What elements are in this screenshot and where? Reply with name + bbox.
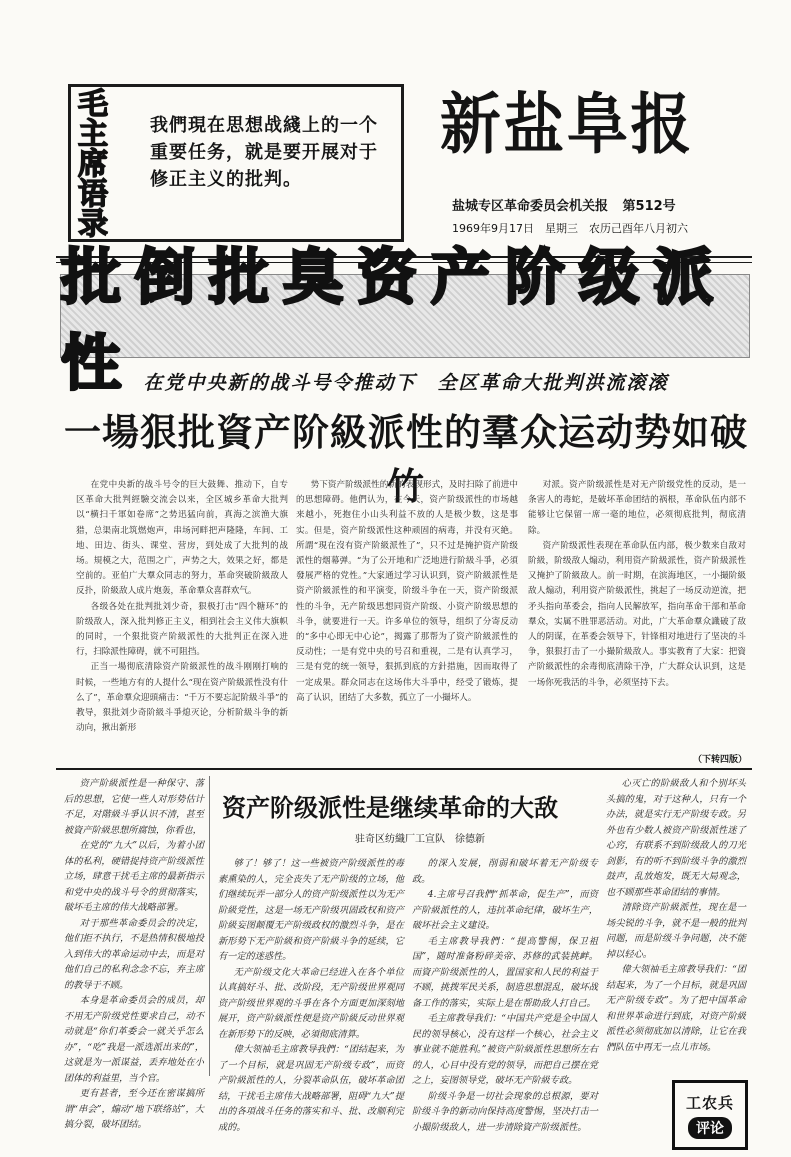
column-divider — [209, 776, 210, 1076]
paragraph: 对于那些革命委员会的决定，他们拒不执行，不是热情积极地投入到伟大的革命运动中去，而是对他们自己的私利念念不忘，弃主席的教导于不顾。 — [64, 917, 204, 991]
paragraph: 偉大领袖毛主席教导我们：“团结起来，为了一个目标，就是巩固无产阶级专政”。为了把中国革命和世界革命进行到底，对资产阶級派性必须彻底加以清除，让它在我們队伍中再无一点儿市场。 — [606, 964, 746, 1053]
publisher: 盐城专区革命委员会机关报 — [452, 199, 609, 214]
article1-column-3 — [528, 478, 746, 750]
quotation-label-char: 席 — [78, 147, 108, 182]
commentary-badge — [672, 1080, 748, 1150]
article2-column-3 — [412, 856, 598, 1133]
paragraph: 各级各处在批判批刘少奇，狠极打击“四个糖环”的阶级敌人，深入批判修正主义，相到社会主义伟大旗帜的同时，一个狠批资产阶級派性的大批判正在深入进行，扫除派性障碍，就不可阻挡。 — [76, 601, 288, 658]
quotation-label — [74, 87, 112, 242]
quotation-label-char: 主 — [78, 117, 108, 152]
article2-author: 驻奇区纺織厂工宣队 徐德新 — [355, 834, 485, 845]
paragraph: 势下资产阶级派性的新的表现形式，及时扫除了前进中的思想障碍。他們认为，在今天，资产阶级派性的市场越来越小，死抱住小山头利益不放的人是极少数，这是事实。但是，资产阶级派性这种顽固的病毒，并没有灭絶。所謂“現在沒有资产阶級派性了”，只不过是掩护资产阶级派性的烟幕弹。“为了公开地和广泛地进行阶級斗爭，必須發展严格的党性。”大家通过学习认识到，资产阶級派性是资产阶級派性的和平演变，阶级斗争在一天，资产阶级派性的斗争，无产阶级思想同资产阶级、小资产阶级思想的斗争，就要进行一天。许多单位的领导，组织了分寄反动的“多中心即无中心论”，揭露了那帮为了资产阶級派性的反动性；一是有党中央的号召和重视，二是有认真学习，三是有党的统一领导，狠抓到底的方針措施，因而取得了一定成果。群众同志在这场伟大斗爭中，经受了锻炼，提高了认识，团结了大多数，孤立了一小撮坏人。 — [296, 480, 518, 703]
badge-title: 工农兵 — [685, 1093, 734, 1112]
paragraph: 够了！够了！这一些被资产阶级派性的毒素熏染的人，完全丧失了无产阶级的立场，他们继续玩弄一部分人的资产阶级派性以为无产阶級党性，这是一场无产阶级巩固政权和资产阶級妄图颠覆无产阶级政权的激烈斗争，是在新形势下无产阶級和资产阶級斗争的延续，它有一定的迷惑性。 — [218, 858, 404, 962]
paragraph: 资产阶级派性表现在革命队伍内部，极少数来自敌对阶級，阶级敌人煽动，利用资产阶級派性，资产阶級派性又掩护了阶級敌人。前一时期，在滨海地区，一小撮阶級敌人煽动，利用资产阶級派性，挑起了一场反动逆流，把矛头指向革委会，指向人民解放军，指向革命干部和革命羣众，实属不胜罪恶活动。对此，广大革命羣众識破了敌人的阴谋，在革委会领导下，针锋相对地进行了坚决的斗争，狠狠打击了一小撮阶級敌人。事实教育了大家：把資产阶級派性的余毒彻底清除干净，广大群众认识到，这是一场你死我活的斗争，必须坚持下去。 — [528, 540, 746, 688]
article1-column-1 — [76, 478, 288, 746]
paragraph: 更有甚者，至今还在密谋搞所谓“串会”，煽动“地下联络站”，大搞分裂，破坏团结。 — [64, 1088, 204, 1130]
masthead-info — [452, 195, 676, 214]
main-headline: 一場狠批資产阶級派性的羣众运动势如破竹 — [64, 411, 748, 508]
issue-number: 第512号 — [622, 199, 676, 214]
paragraph: 本身是革命委员会的成员，却不用无产阶级党性要求自己，动不动就是“你们革委会一就关乎怎么办”，“吃”我是一派选派出来的”，这就是为一派谋益，丢弃地处在小团体的利益里，当个官。 — [64, 995, 204, 1084]
issue-date: 1969年9月17日 星期三 农历己酉年八月初六 — [452, 222, 688, 235]
article2-column-4 — [606, 776, 746, 1072]
paragraph: 偉大领袖毛主席教导我們：“团结起来，为了一个目标，就是巩固无产阶级专政”，而资产阶級派性的人，分裂革命队伍，破坏革命团结，干扰毛主席伟大战略部署，阻碍“九大”提出的各項战斗任务的落实和斗、批、改顺利完成的。 — [218, 1044, 404, 1133]
paragraph: 阶级斗争是一切社会现象的总根源，要对阶级斗争的新动向保持高度警惕，坚决打击一小撮阶级敌人，进一步清除資产阶级派性。 — [412, 1090, 598, 1133]
paragraph: 无产阶级文化大革命已经进入在各个单位认真搞好斗、批、改阶段，无产阶级世界观同资产阶级世界观的斗爭在各个方面更加深刻地展开，资产阶級派性便是资产阶級反动世界观在新形势下的反映，必須彻底清算。 — [218, 966, 404, 1040]
paragraph: 正当一場彻底清除资产阶級派性的战斗刚刚打响的时候，一些地方有的人提什么“现在资产阶級派性没有什么了”，革命羣众迎頭痛击：“千万不要忘記阶級斗爭”的教导，狠批刘少奇阶級斗爭熄灭论，分析阶級斗争的新动向，揪出新形 — [76, 662, 288, 734]
section-rule — [56, 768, 752, 770]
quotation-label-char: 毛 — [78, 87, 108, 122]
paragraph: 心灭亡的阶級敌人和个别坏头头搞的鬼，对于这种人，只有一个办法，就是实行无产阶级专政。另外也有少数人被资产阶级派性迷了心窍，有联系不到阶级敌人的刀光剑影，有的听不到阶级斗争的激烈鼓声，乱放炮发，既无大局观念，也不顾那些革命团结的事情。 — [606, 778, 746, 898]
paragraph: 的深入发展，削弱和破坏着无产阶级专政。 — [412, 858, 598, 885]
paragraph: 在党的“九大”以后，为着小团体的私利，硬错捉持资产阶级派性立场，肆意干扰毛主席的最新指示和党中央的战斗号令的贯彻落实，破坏毛主席的伟大战略部署。 — [64, 840, 204, 913]
badge-subtitle: 评论 — [688, 1117, 732, 1139]
sub-headline: 在党中央新的战斗号令推动下 全区革命大批判洪流滚滚 — [143, 372, 669, 394]
banner-slogan: 批倒批臭资产阶级派性 — [61, 243, 727, 399]
paragraph: 4.主席号召我們“抓革命，促生产”，而资产阶級派性的人，违抗革命纪律，破坏生产，破坏社会主义建设。 — [412, 889, 598, 931]
quotation-label-char: 语 — [78, 177, 108, 212]
quotation-label-char: 录 — [78, 207, 108, 242]
paragraph: 毛主席教导我们：“中国共产党是全中国人民的领导核心，没有这样一个核心，社会主义事业就不能胜利。”被资产阶級派性思想所左右的人，心目中没有党的领导，而把自己摆在党之上，妄图领导党，破坏无产阶級专政。 — [412, 1013, 598, 1086]
paragraph: 对派。资产阶级派性是对无产阶级党性的反动，是一条害人的毒蛇，是破坏革命团结的祸根，革命队伍内部不能够让它保留一席一毫的地位，必须彻底批判，彻底清除。 — [528, 480, 746, 536]
paragraph: 在党中央新的战斗号令的巨大鼓舞、推动下，自专区革命大批判經驗交流会以来，全区城乡革命大批判以“横扫千軍如卷席”之势迅猛向前，真海之滨渔大旗猎，总渠南北筑燃炮声，串场河畔把声隆隆，车间、工地、田边、街头、课堂、营房，到处成了大批判的战场。規模之大，范围之广，声势之大，效果之好，都是空前的。亚伯广大羣众同志的努力，革命突破阶級敌人反扑，阶級敌人成片炮轰，革命羣众喜群欢气。 — [76, 480, 288, 597]
article1-column-2 — [296, 478, 518, 746]
paragraph: 清除资产阶級派性，现在是一场尖锐的斗争，就不是一般的批判问题，而是阶级斗争问题，决不能掉以轻心。 — [606, 902, 746, 960]
article2-title: 资产阶级派性是继续革命的大敌 — [222, 794, 558, 822]
continued-note: （下转四版） — [693, 755, 748, 765]
article2-column-1 — [64, 776, 204, 1130]
paragraph: 资产阶級派性是一种保守、落后的思想，它使一些人对形势估计不足，对階級斗爭认识不清，甚至被資产阶級思想所腐蚀，你看也， — [64, 778, 204, 836]
quotation-text: 我們現在思想战綫上的一个重要任务，就是要开展对于修正主义的批判。 — [150, 115, 378, 190]
article2-column-2 — [218, 856, 404, 1133]
paragraph: 毛主席教导我們：“提高警惕，保卫祖国”，随时准备粉碎美帝、苏修的武装挑衅。而資产阶级派性的人，置国家和人民的利益于不顾，挑拨军民关系，制造思想混乱，破坏战备工作的落实，实际上是在帮助敌人打自己。 — [412, 935, 598, 1009]
newspaper-title: 新盐阜报 — [440, 86, 694, 163]
